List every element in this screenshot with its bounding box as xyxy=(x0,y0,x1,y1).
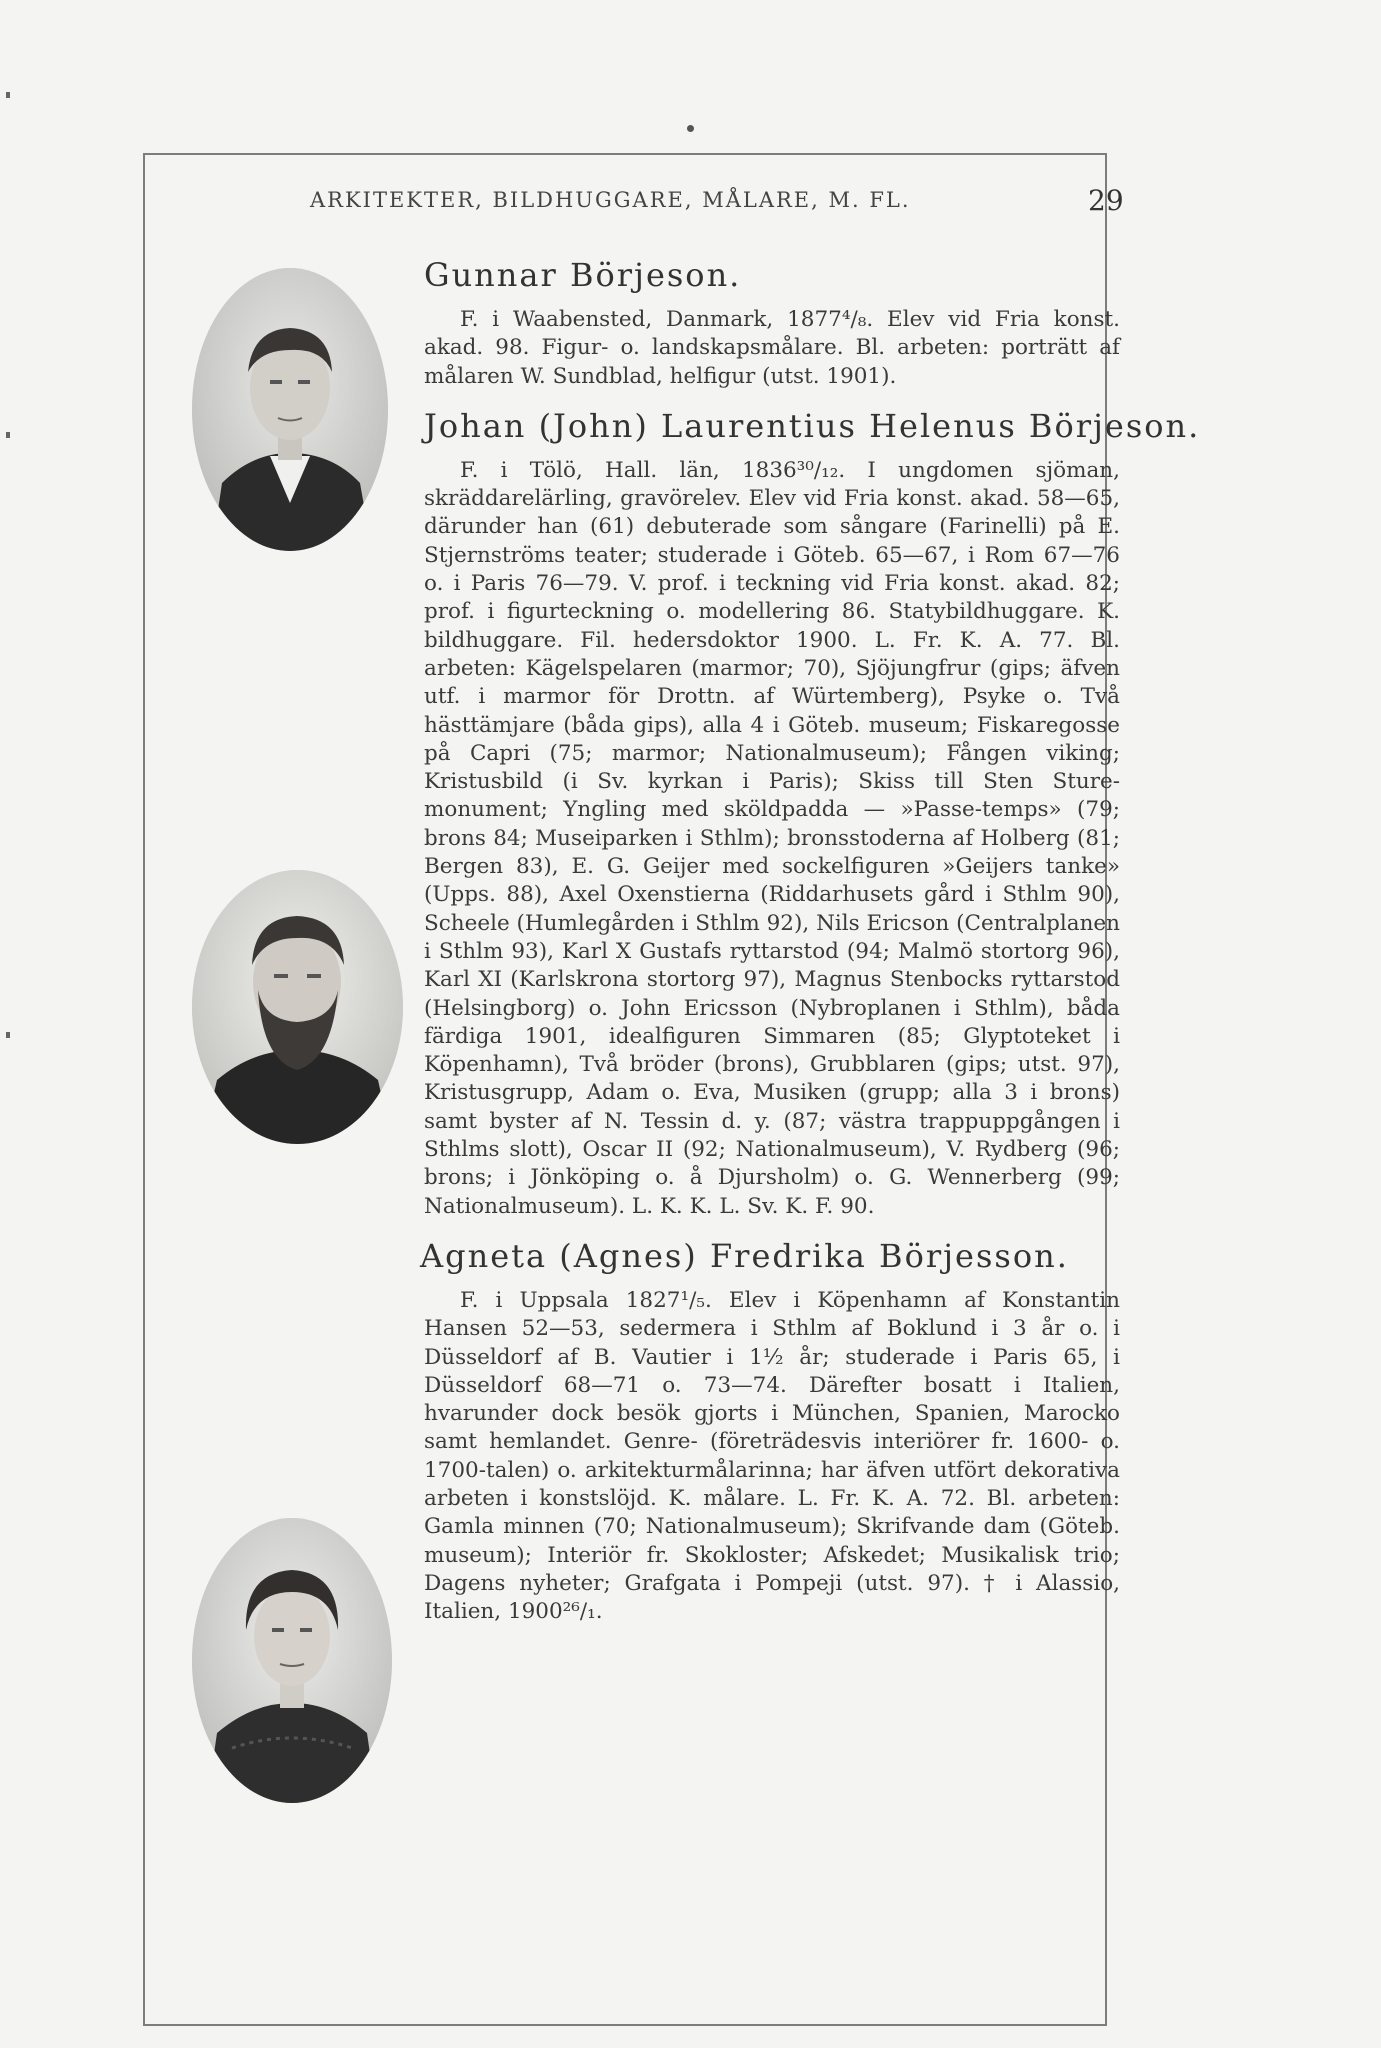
entries-column xyxy=(420,256,1201,1642)
page-number: 29 xyxy=(1088,184,1124,217)
entry-name: Agneta (Agnes) Fredrika Börjesson. xyxy=(420,1236,1069,1275)
entry-text: F. i Waabensted, Danmark, 1877⁴/₈. Elev vid Fria konst. akad. 98. Figur- o. landskapsmålare. Bl. arbeten: porträtt af målaren W. Sundblad, helfigur (utst. 1901). xyxy=(424,307,1120,389)
edge-mark-1 xyxy=(6,92,10,98)
portrait-gunnar-borjeson xyxy=(192,268,388,551)
running-title: ARKITEKTER, BILDHUGGARE, MÅLARE, M. FL. xyxy=(310,188,911,212)
printing-dot xyxy=(687,125,694,132)
portrait-john-borjeson xyxy=(192,870,403,1144)
entry-text: F. i Tölö, Hall. län, 1836³⁰/₁₂. I ungdomen sjöman, skräddarelärling, gravörelev. Elev vid Fria konst. akad. 58—65, därunder han (61) debuterade som sångare (Farinelli) på E. Stjernströms teater; studerade i Göteb. 65—67, i Rom 67—76 o. i Paris 76—79. V. prof. i teckning vid Fria konst. akad. 82; prof. i figurteckning o. modellering 86. Statybildhuggare. K. bildhuggare. Fil. hedersdoktor 1900. L. Fr. K. A. 77. Bl. arbeten: Kägelspelaren (marmor; 70), Sjöjungfrur (gips; äfven utf. i marmor för Drottn. af Würtemberg), Psyke o. Två hästtämjare (båda gips), alla 4 i Göteb. museum; Fiskaregosse på Capri (75; marmor; Nationalmuseum); Fången viking; Kristusbild (i Sv. kyrkan i Paris); Skiss till Sten Sture-monument; Yngling med sköldpadda — »Passe-temps» (79; brons 84; Museiparken i Sthlm); bronsstoderna af Holberg (81; Bergen 83), E. G. Geijer med sockelfiguren »Geijers tanke» (Upps. 88), Axel Oxenstierna (Riddarhusets gård i Sthlm 90), Scheele (Humlegården i Sthlm 92), Nils Ericson (Centralplanen i Sthlm 93), Karl X Gustafs ryttarstod (94; Malmö stortorg 96), Karl XI (Karlskrona stortorg 97), Magnus Stenbocks ryttarstod (Helsingborg) o. John Ericsson (Nybroplanen i Sthlm), båda färdiga 1901, idealfiguren Simmaren (85; Glyptoteket i Köpenhamn), Två bröder (brons), Grubblaren (gips; utst. 97), Kristusgrupp, Adam o. Eva, Musiken (grupp; alla 3 i brons) samt byster af N. Tessin d. y. (87; västra trappuppgången i Sthlms slott), Oscar II (92; Nationalmuseum), V. Rydberg (96; brons; i Jönköping o. å Djursholm) o. G. Wennerberg (99; Nationalmuseum). L. K. K. L. Sv. K. F. 90. xyxy=(424,457,1120,1219)
edge-mark-3 xyxy=(6,1032,10,1038)
entry-name: Gunnar Börjeson. xyxy=(424,256,742,294)
entry-text: F. i Uppsala 1827¹/₅. Elev i Köpenhamn af Konstantin Hansen 52—53, sedermera i Sthlm af Boklund i 3 år o. i Düsseldorf af B. Vautier i 1½ år; studerade i Paris 65, i Düsseldorf 68—71 o. 73—74. Därefter bosatt i Italien, hvarunder dock besök gjorts i München, Spanien, Marocko samt hemlandet. Genre- (företrädesvis interiörer fr. 1600- o. 1700-talen) o. arkitekturmålarinna; har äfven utfört dekorativa arbeten i konstslöjd. K. målare. L. Fr. K. A. 72. Bl. arbeten: Gamla minnen (70; Nationalmuseum); Skrifvande dam (Göteb. museum); Interiör fr. Skokloster; Afskedet; Musikalisk trio; Dagens nyheter; Grafgata i Pompeji (utst. 97). † i Alassio, Italien, 1900²⁶/₁. xyxy=(424,1287,1120,1625)
entry-name: Johan (John) Laurentius Helenus Börjeson. xyxy=(424,406,1201,445)
entry-john-borjeson xyxy=(424,406,1201,1221)
entry-agneta-borjesson xyxy=(420,1236,1128,1627)
entry-gunnar-borjeson xyxy=(424,256,1128,391)
edge-mark-2 xyxy=(6,432,10,438)
portrait-agneta-borjesson xyxy=(192,1518,392,1803)
